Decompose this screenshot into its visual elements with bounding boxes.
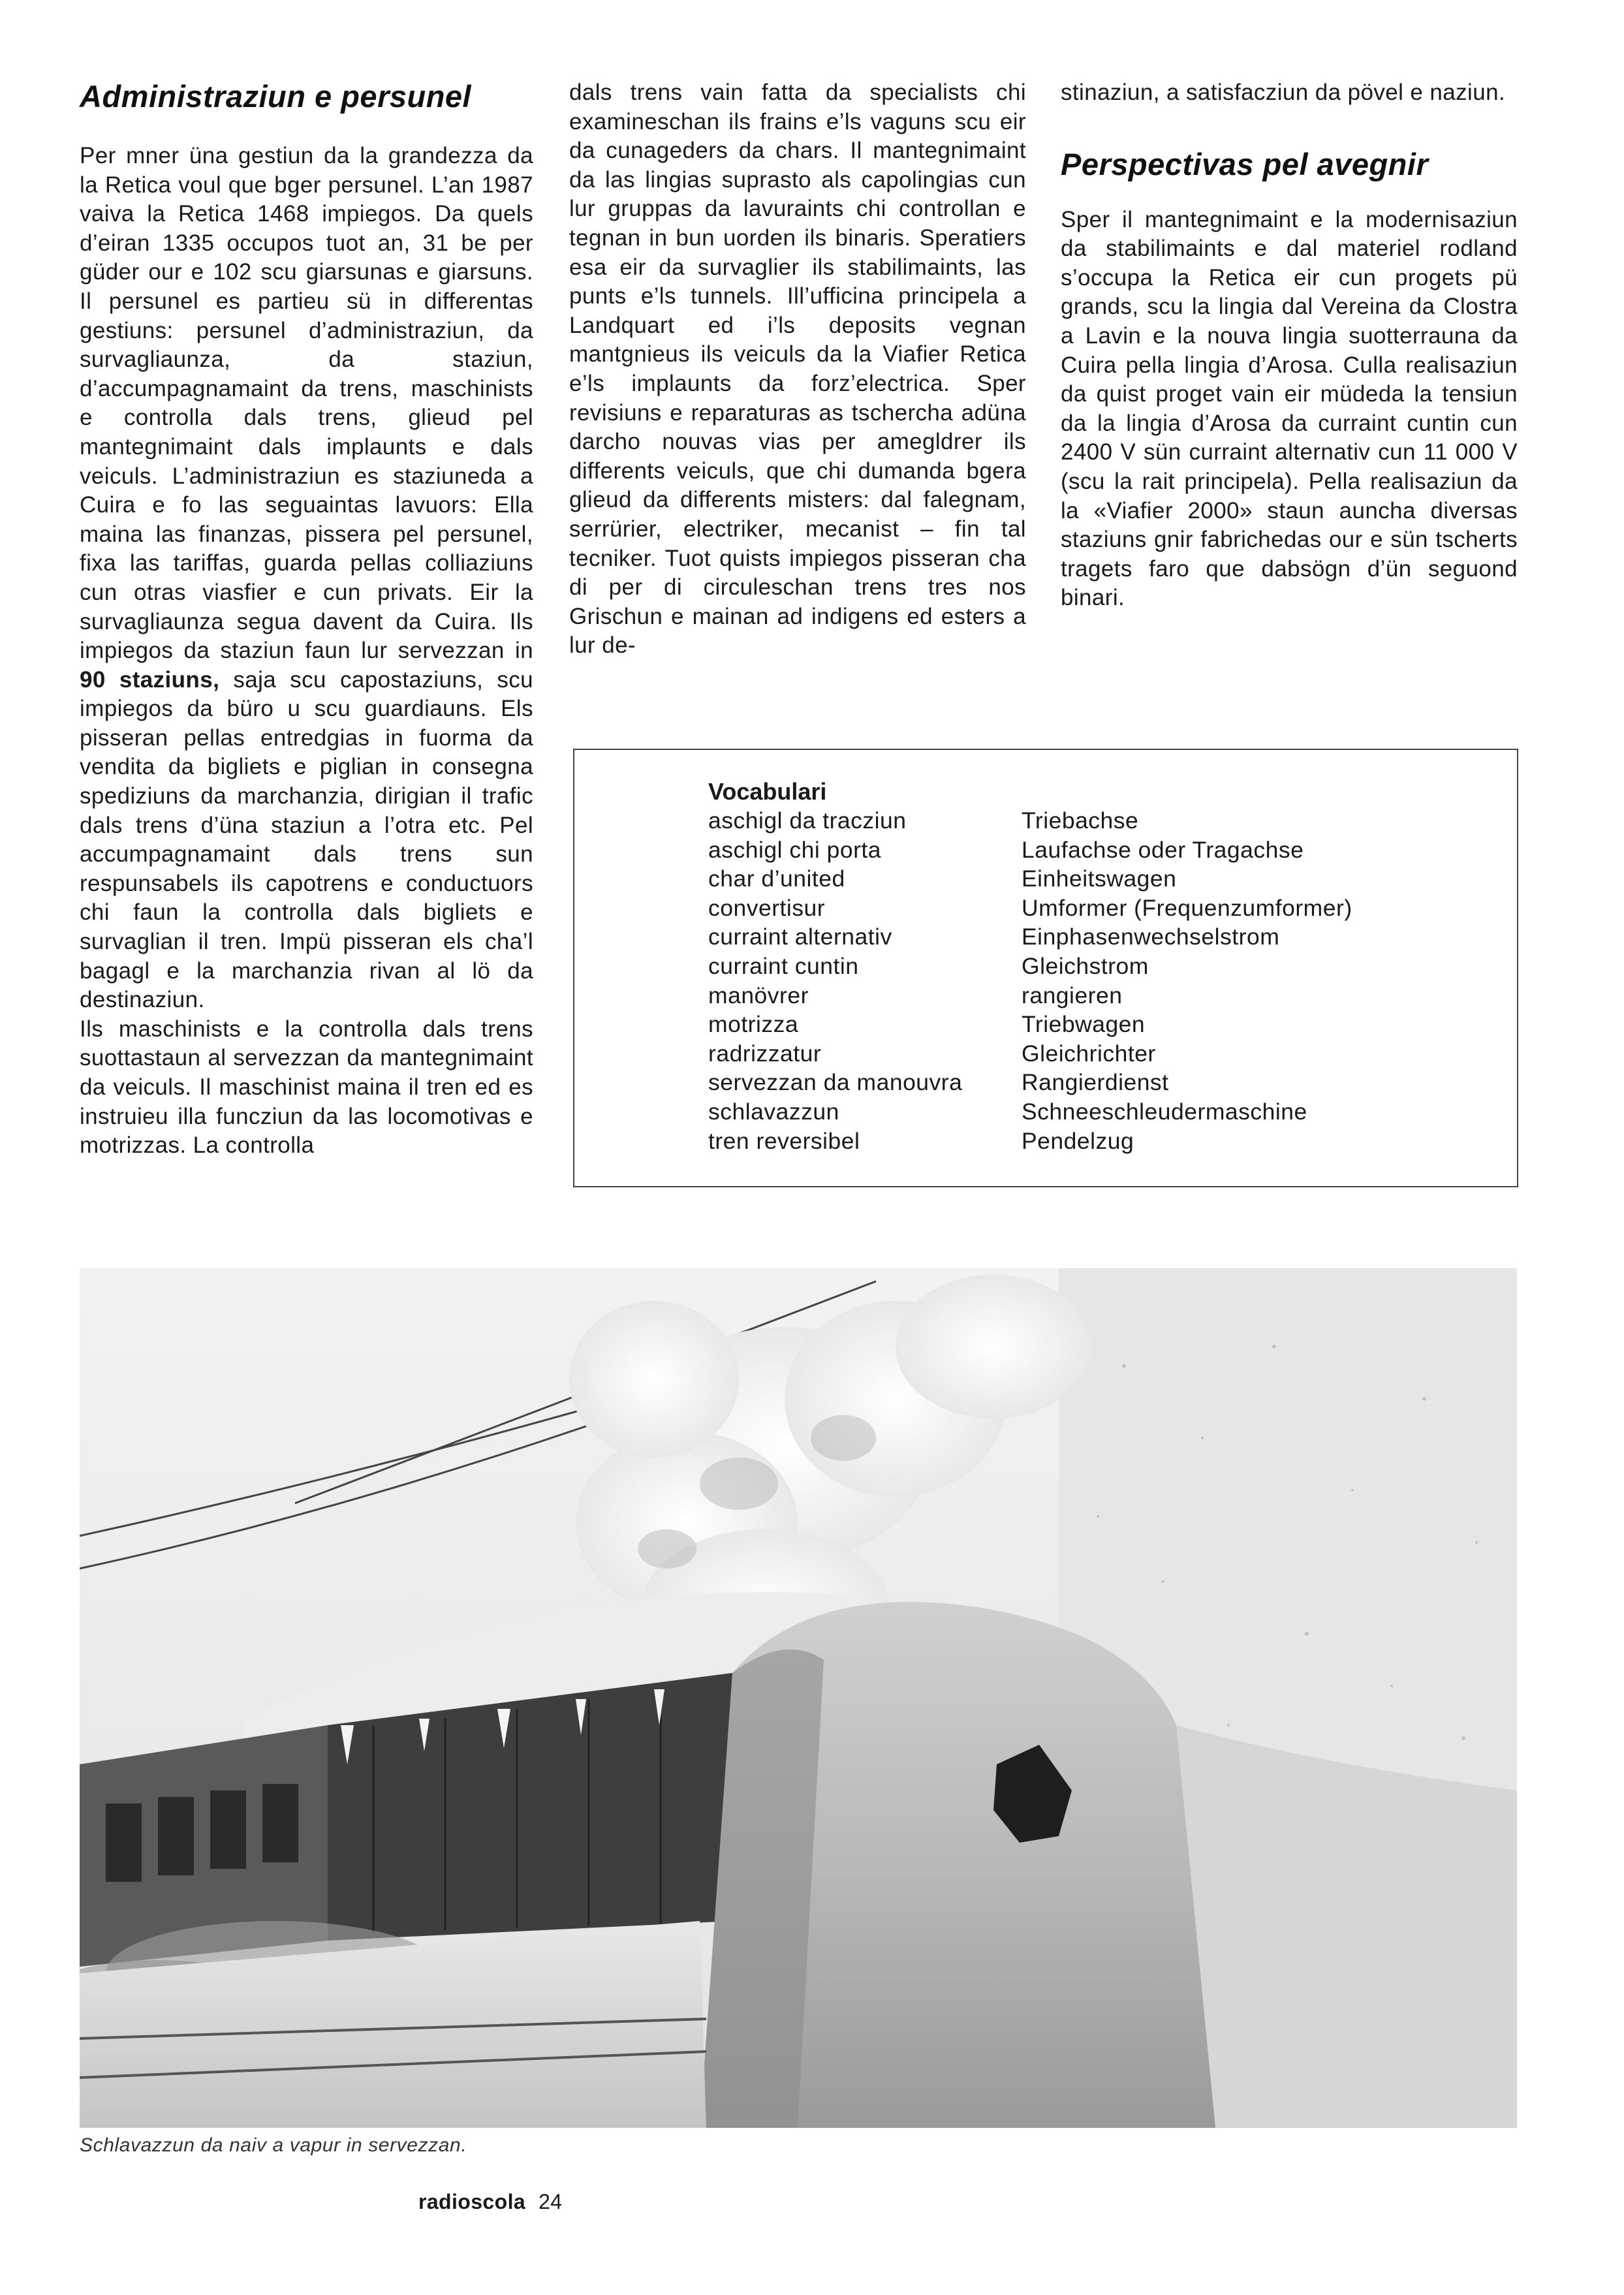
vocabulary-heading: Vocabulari (708, 778, 827, 805)
page-number: 24 (539, 2190, 563, 2213)
bold-stations: 90 staziuns, (80, 666, 220, 693)
text-run: saja scu capostaziuns, scu impiegos da büro u scu guardiauns. Els pisseran pellas entredgias in fuorma da vendita da bigliets e piglian in consegna spediziuns da marchanzia, dirigian il trafic dals trens d’üna staziun a l’otra etc. Pel accumpagnamaint dals trens sun respunsabels ils capotrens e conductuors chi faun la controlla dals bigliets e survaglian il tren. Impü pisseran els cha’l bagagl e la marchanzia rivan al lö da destinaziun. (80, 666, 533, 1013)
vocab-term-romansh: curraint alternativ (708, 924, 892, 950)
text-run: Per mner üna gestiun da la grandezza da la Retica voul que bger persunel. L’an 1987 vaiva la Retica 1468 impiegos. Da quels d’eiran 1335 occupos tuot an, 31 be per güder our e 102 scu giarsunas e giarsuns. Il persunel es partieu sü in differentas gestiuns: persunel d’administraziun, da survagliaunza, da staziun, d’accumpagnamaint da trens, maschinists e controlla dals trens, glieud pel mantegnimaint dals implaunts e dals veiculs. L’administraziun es staziuneda a Cuira e fo las seguaintas lavuors: Ella maina las finanzas, pissera pel persunel, fixa las tariffas, guarda pellas colliaziuns cun otras viasfier e cun privats. Eir la survagliaunza segua davent da Cuira. Ils impiegos da staziun faun lur servezzan in (80, 143, 533, 664)
vocab-term-german: Schneeschleudermaschine (1022, 1098, 1307, 1125)
snowplow-photo (80, 1268, 1517, 2128)
vocabulary-romansh-list (708, 806, 962, 1155)
vocab-term-german: Laufachse oder Tragachse (1022, 836, 1304, 863)
vocab-term-romansh: convertisur (708, 894, 826, 921)
vocab-term-german: Umformer (Frequenzumformer) (1022, 894, 1352, 921)
vocab-term-german: Triebachse (1022, 807, 1139, 834)
paragraph: Ils maschinists e la controlla dals trens suottastaun al servezzan da mantegnimaint da veiculs. Il maschinist maina il tren ed es instruieu illa funcziun da las locomotivas e motrizzas. La controlla (80, 1016, 533, 1159)
vocab-term-romansh: manövrer (708, 982, 809, 1008)
vocab-term-german: Gleichstrom (1022, 952, 1149, 979)
footer-brand: radioscola (418, 2190, 526, 2213)
paragraph: dals trens vain fatta da specialists chi examineschan ils frains e’ls vaguns scu eir da cunageders da chars. Il mantegnimaint da las lingias suprasto als capolingias cun lur gruppas da lavuraints chi controllan e tegnan in bun uorden ils binaris. Speratiers esa eir da survaglier ils stabilimaints, las punts e’ls tunnels. Ill’ufficina principela a Landquart ed i’ls deposits vegnan mantgnieus ils veiculs da la Viafier Retica e’ls implaunts da forz’electrica. Sper revisiuns e reparaturas as tschercha adüna darcho nouvas vias per amegldrer ils differents veiculs, que chi dumanda bgera glieud da differents misters: dal falegnam, serrürier, electriker, mecanist – fin tal tecniker. Tuot quists impiegos pisseran cha di per di circuleschan trens tres nos Grischun e mainan ad indigens ed esters a lur de- (569, 80, 1026, 659)
vocab-term-german: rangieren (1022, 982, 1123, 1008)
vocab-term-romansh: tren reversibel (708, 1127, 860, 1154)
column-1 (80, 78, 533, 1161)
vocab-term-german: Einheitswagen (1022, 866, 1177, 892)
vocabulary-box (573, 749, 1518, 1187)
vocab-term-german: Rangierdienst (1022, 1069, 1169, 1096)
paragraph: Sper il mantegnimaint e la modernisaziun da stabilimaints e dal materiel rodland s’occupa la Retica eir cun progets pü grands, scu la lingia dal Vereina da Clostra a Lavin e la nouva lingia suotterrauna da Cuira pella lingia d’Arosa. Culla realisaziun da quist proget vain eir müdeda la tensiun da la lingia d’Arosa da curraint cuntin cun 2400 V sün curraint alternativ cun 11 000 V (scu la rait principela). Pella realisaziun da la «Viafier 2000» staun auncha diversas staziuns gnir fabrichedas our e sün tscherts tragets faro que dabsögn d’ün seguond binari. (1061, 206, 1518, 611)
vocab-term-romansh: schlavazzun (708, 1098, 839, 1125)
vocab-term-german: Triebwagen (1022, 1011, 1146, 1038)
vocab-term-romansh: motrizza (708, 1011, 799, 1038)
photo-caption: Schlavazzun da naiv a vapur in servezzan. (80, 2134, 467, 2156)
page-footer (418, 2190, 562, 2214)
vocab-term-romansh: char d’united (708, 866, 845, 892)
vocab-term-romansh: radrizzatur (708, 1040, 822, 1067)
section-heading-administration: Administraziun e persunel (80, 79, 472, 114)
vocab-term-german: Pendelzug (1022, 1127, 1134, 1154)
vocab-term-german: Gleichrichter (1022, 1040, 1156, 1067)
paragraph: stinaziun, a satisfacziun da pövel e naziun. (1061, 80, 1506, 105)
column-3 (1061, 78, 1518, 613)
vocabulary-german-list (1022, 806, 1352, 1155)
column-2 (569, 78, 1026, 661)
paragraph (80, 142, 533, 1015)
vocab-term-romansh: aschigl chi porta (708, 836, 882, 863)
vocab-term-german: Einphasenwechselstrom (1022, 924, 1280, 950)
vocab-term-romansh: curraint cuntin (708, 952, 859, 979)
vocab-term-romansh: aschigl da tracziun (708, 807, 907, 834)
section-heading-perspectives: Perspectivas pel avegnir (1061, 146, 1429, 181)
vocab-term-romansh: servezzan da manouvra (708, 1069, 963, 1096)
